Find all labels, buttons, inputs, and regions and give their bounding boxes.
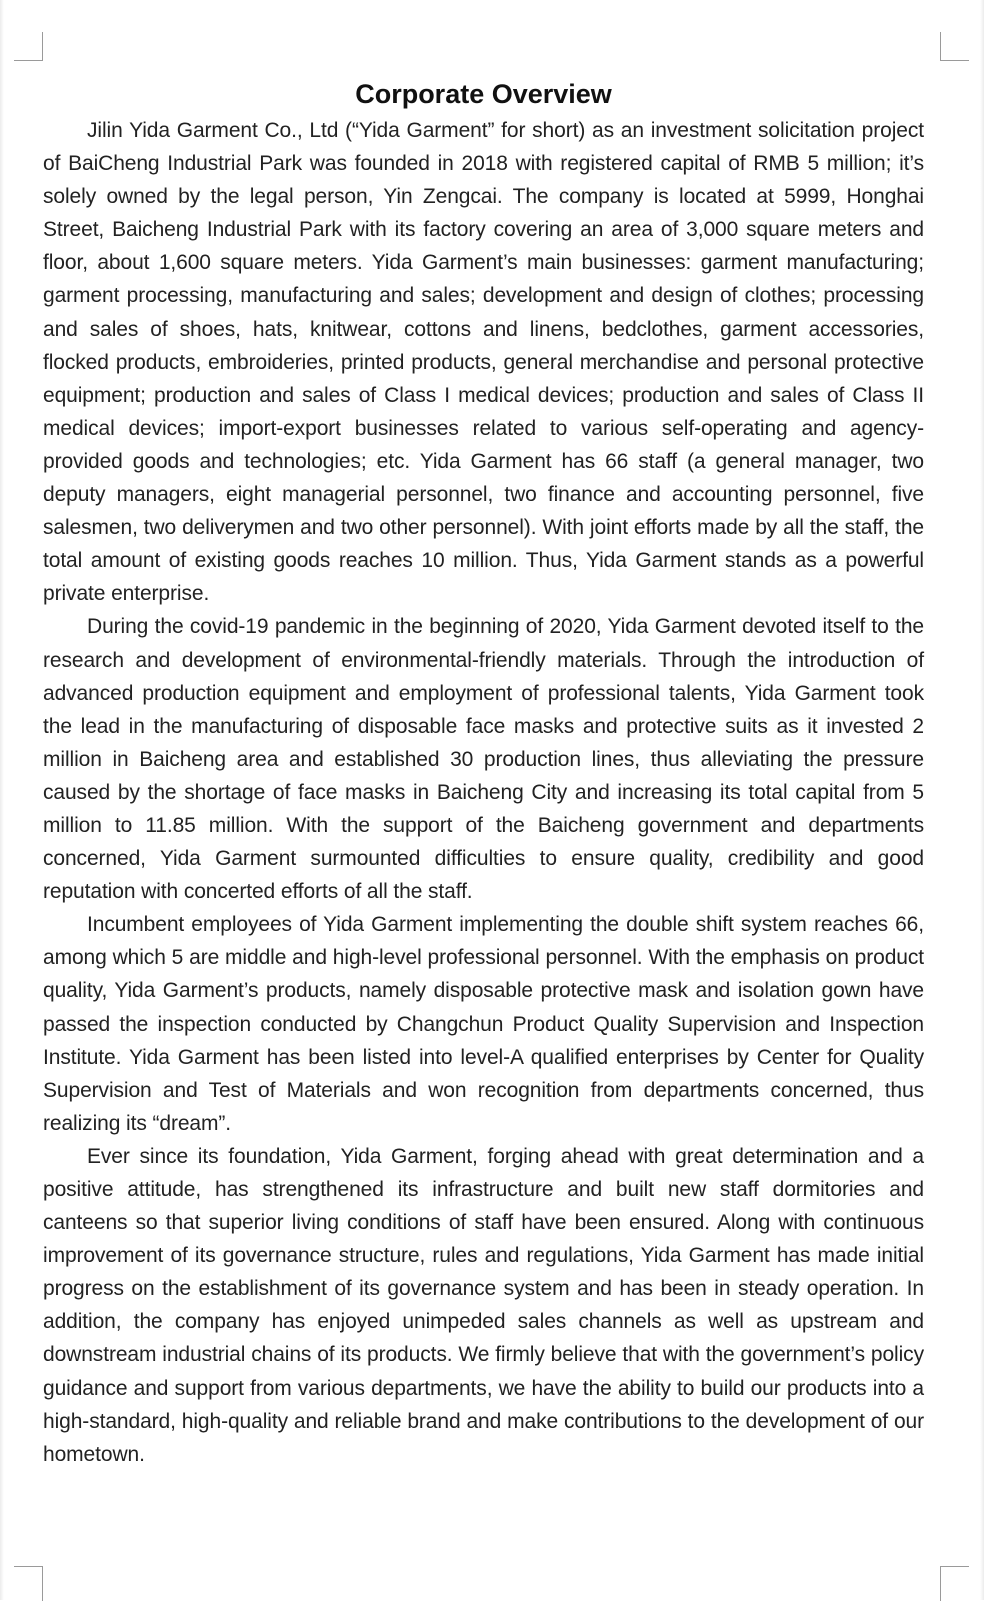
page-edge-right [980,0,984,1600]
document-title: Corporate Overview [355,79,612,109]
margin-corner-bottom-left [14,1566,43,1601]
paragraph-development-outlook: Ever since its foundation, Yida Garment, forging ahead with great determination and a positive attitude, has strengthened its infrastructure and built new staff dormitories and canteens so that superior living conditions of staff have been ensured. Along with continuous improvement of its governance structure, rules and regulations, Yida Garment has made initial progress on the establishment of its governance system and has been in steady operation. In addition, the company has enjoyed unimpeded sales channels as well as upstream and downstream industrial chains of its products. We firmly believe that with the government’s policy guidance and support from various departments, we have the ability to build our products into a high-standard, high-quality and reliable brand and make contributions to the development of our hometown. [43,1144,924,1466]
paragraph-quality-recognition: Incumbent employees of Yida Garment implementing the double shift system reaches 66, among which 5 are middle and high-level professional personnel. With the emphasis on product quality, Yida Garment’s products, namely disposable protective mask and isolation gown have passed the inspection conducted by Changchun Product Quality Supervision and Inspection Institute. Yida Garment has been listed into level-A qualified enterprises by Center for Quality Supervision and Test of Materials and won recognition from departments concerned, thus realizing its “dream”. [43,913,924,1135]
paragraph-pandemic-response: During the covid-19 pandemic in the beginning of 2020, Yida Garment devoted itself to the research and development of environmental-friendly materials. Through the introduction of advanced production equipment and employment of professional talents, Yida Garment took the lead in the manufacturing of disposable face masks and protective suits as it invested 2 million in Baicheng area and established 30 production lines, thus alleviating the pressure caused by the shortage of face masks in Baicheng City and increasing its total capital from 5 million to 11.85 million. With the support of the Baicheng government and departments concerned, Yida Garment surmounted difficulties to ensure quality, credibility and good reputation with concerted efforts of all the staff. [43,615,924,904]
paragraph-company-profile: Jilin Yida Garment Co., Ltd (“Yida Garment” for short) as an investment solicitation project of BaiCheng Industrial Park was founded in 2018 with registered capital of RMB 5 million; it’s solely owned by the legal person, Yin Zengcai. The company is located at 5999, Honghai Street, Baicheng Industrial Park with its factory covering an area of 3,000 square meters and floor, about 1,600 square meters. Yida Garment’s main businesses: garment manufacturing; garment processing, manufacturing and sales; development and design of clothes; processing and sales of shoes, hats, knitwear, cottons and linens, bedclothes, garment accessories, flocked products, embroideries, printed products, general merchandise and personal protective equipment; production and sales of Class I medical devices; production and sales of Class II medical devices; import-export businesses related to various self-operating and agency-provided goods and technologies; etc. Yida Garment has 66 staff (a general manager, two deputy managers, eight managerial personnel, two finance and accounting personnel, five salesmen, two deliverymen and two other personnel). With joint efforts made by all the staff, the total amount of existing goods reaches 10 million. Thus, Yida Garment stands as a powerful private enterprise. [43,119,924,606]
margin-corner-top-right [940,32,969,61]
page-edge-left [0,0,4,1600]
margin-corner-top-left [14,32,43,61]
margin-corner-bottom-right [940,1566,969,1601]
document-body [43,74,924,1471]
